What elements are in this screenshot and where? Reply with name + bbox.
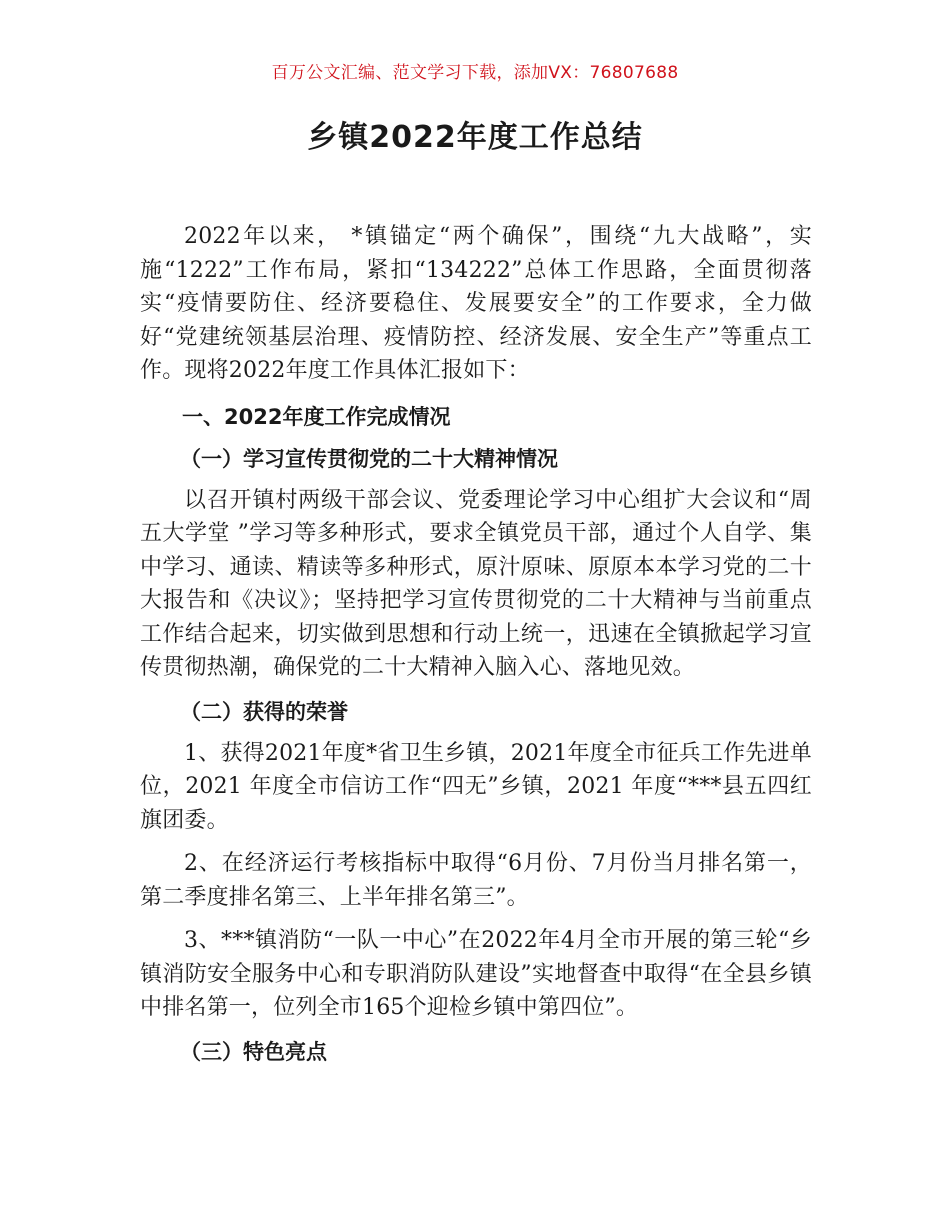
section-heading-1: 一、2022年度工作完成情况 (182, 404, 451, 429)
subsection-heading-2: （二）获得的荣誉 (180, 699, 348, 724)
honor-item-1: 1、获得2021年度*省卫生乡镇，2021年度全市征兵工作先进单位，2021 年度全市信访工作“四无”乡镇，2021 年度“***县五四红旗团委。 (140, 740, 812, 833)
document-body (140, 220, 812, 1077)
honor-item-2: 2、在经济运行考核指标中取得“6月份、7月份当月排名第一，第二季度排名第三、上半年排名第三”。 (140, 851, 812, 910)
intro-paragraph: 2022年以来， *镇锚定“两个确保”，围绕“九大战略”，实施“1222”工作布局，紧扣“134222”总体工作思路，全面贯彻落实“疫情要防住、经济要稳住、发展要安全”的工作要求，全力做好“党建统领基层治理、疫情防控、经济发展、安全生产”等重点工作。现将2022年度工作具体汇报如下： (140, 224, 812, 383)
subsection-1-paragraph: 以召开镇村两级干部会议、党委理论学习中心组扩大会议和“周五大学堂 ”学习等多种形式，要求全镇党员干部，通过个人自学、集中学习、通读、精读等多种形式，原汁原味、原原本本学习党的二十大报告和《决议》；坚持把学习宣传贯彻党的二十大精神与当前重点工作结合起来，切实做到思想和行动上统一，迅速在全镇掀起学习宣传贯彻热潮，确保党的二十大精神入脑入心、落地见效。 (140, 487, 812, 680)
header-note: 百万公文汇编、范文学习下载，添加VX：76807688 (271, 63, 679, 83)
document-title: 乡镇2022年度工作总结 (307, 120, 643, 155)
honor-item-3: 3、***镇消防“一队一中心”在2022年4月全市开展的第三轮“乡镇消防安全服务中心和专职消防队建设”实地督查中取得“在全县乡镇中排名第一，位列全市165个迎检乡镇中第四位”。 (140, 928, 812, 1020)
subsection-heading-1: （一）学习宣传贯彻党的二十大精神情况 (180, 446, 558, 471)
subsection-heading-3: （三）特色亮点 (180, 1039, 327, 1064)
